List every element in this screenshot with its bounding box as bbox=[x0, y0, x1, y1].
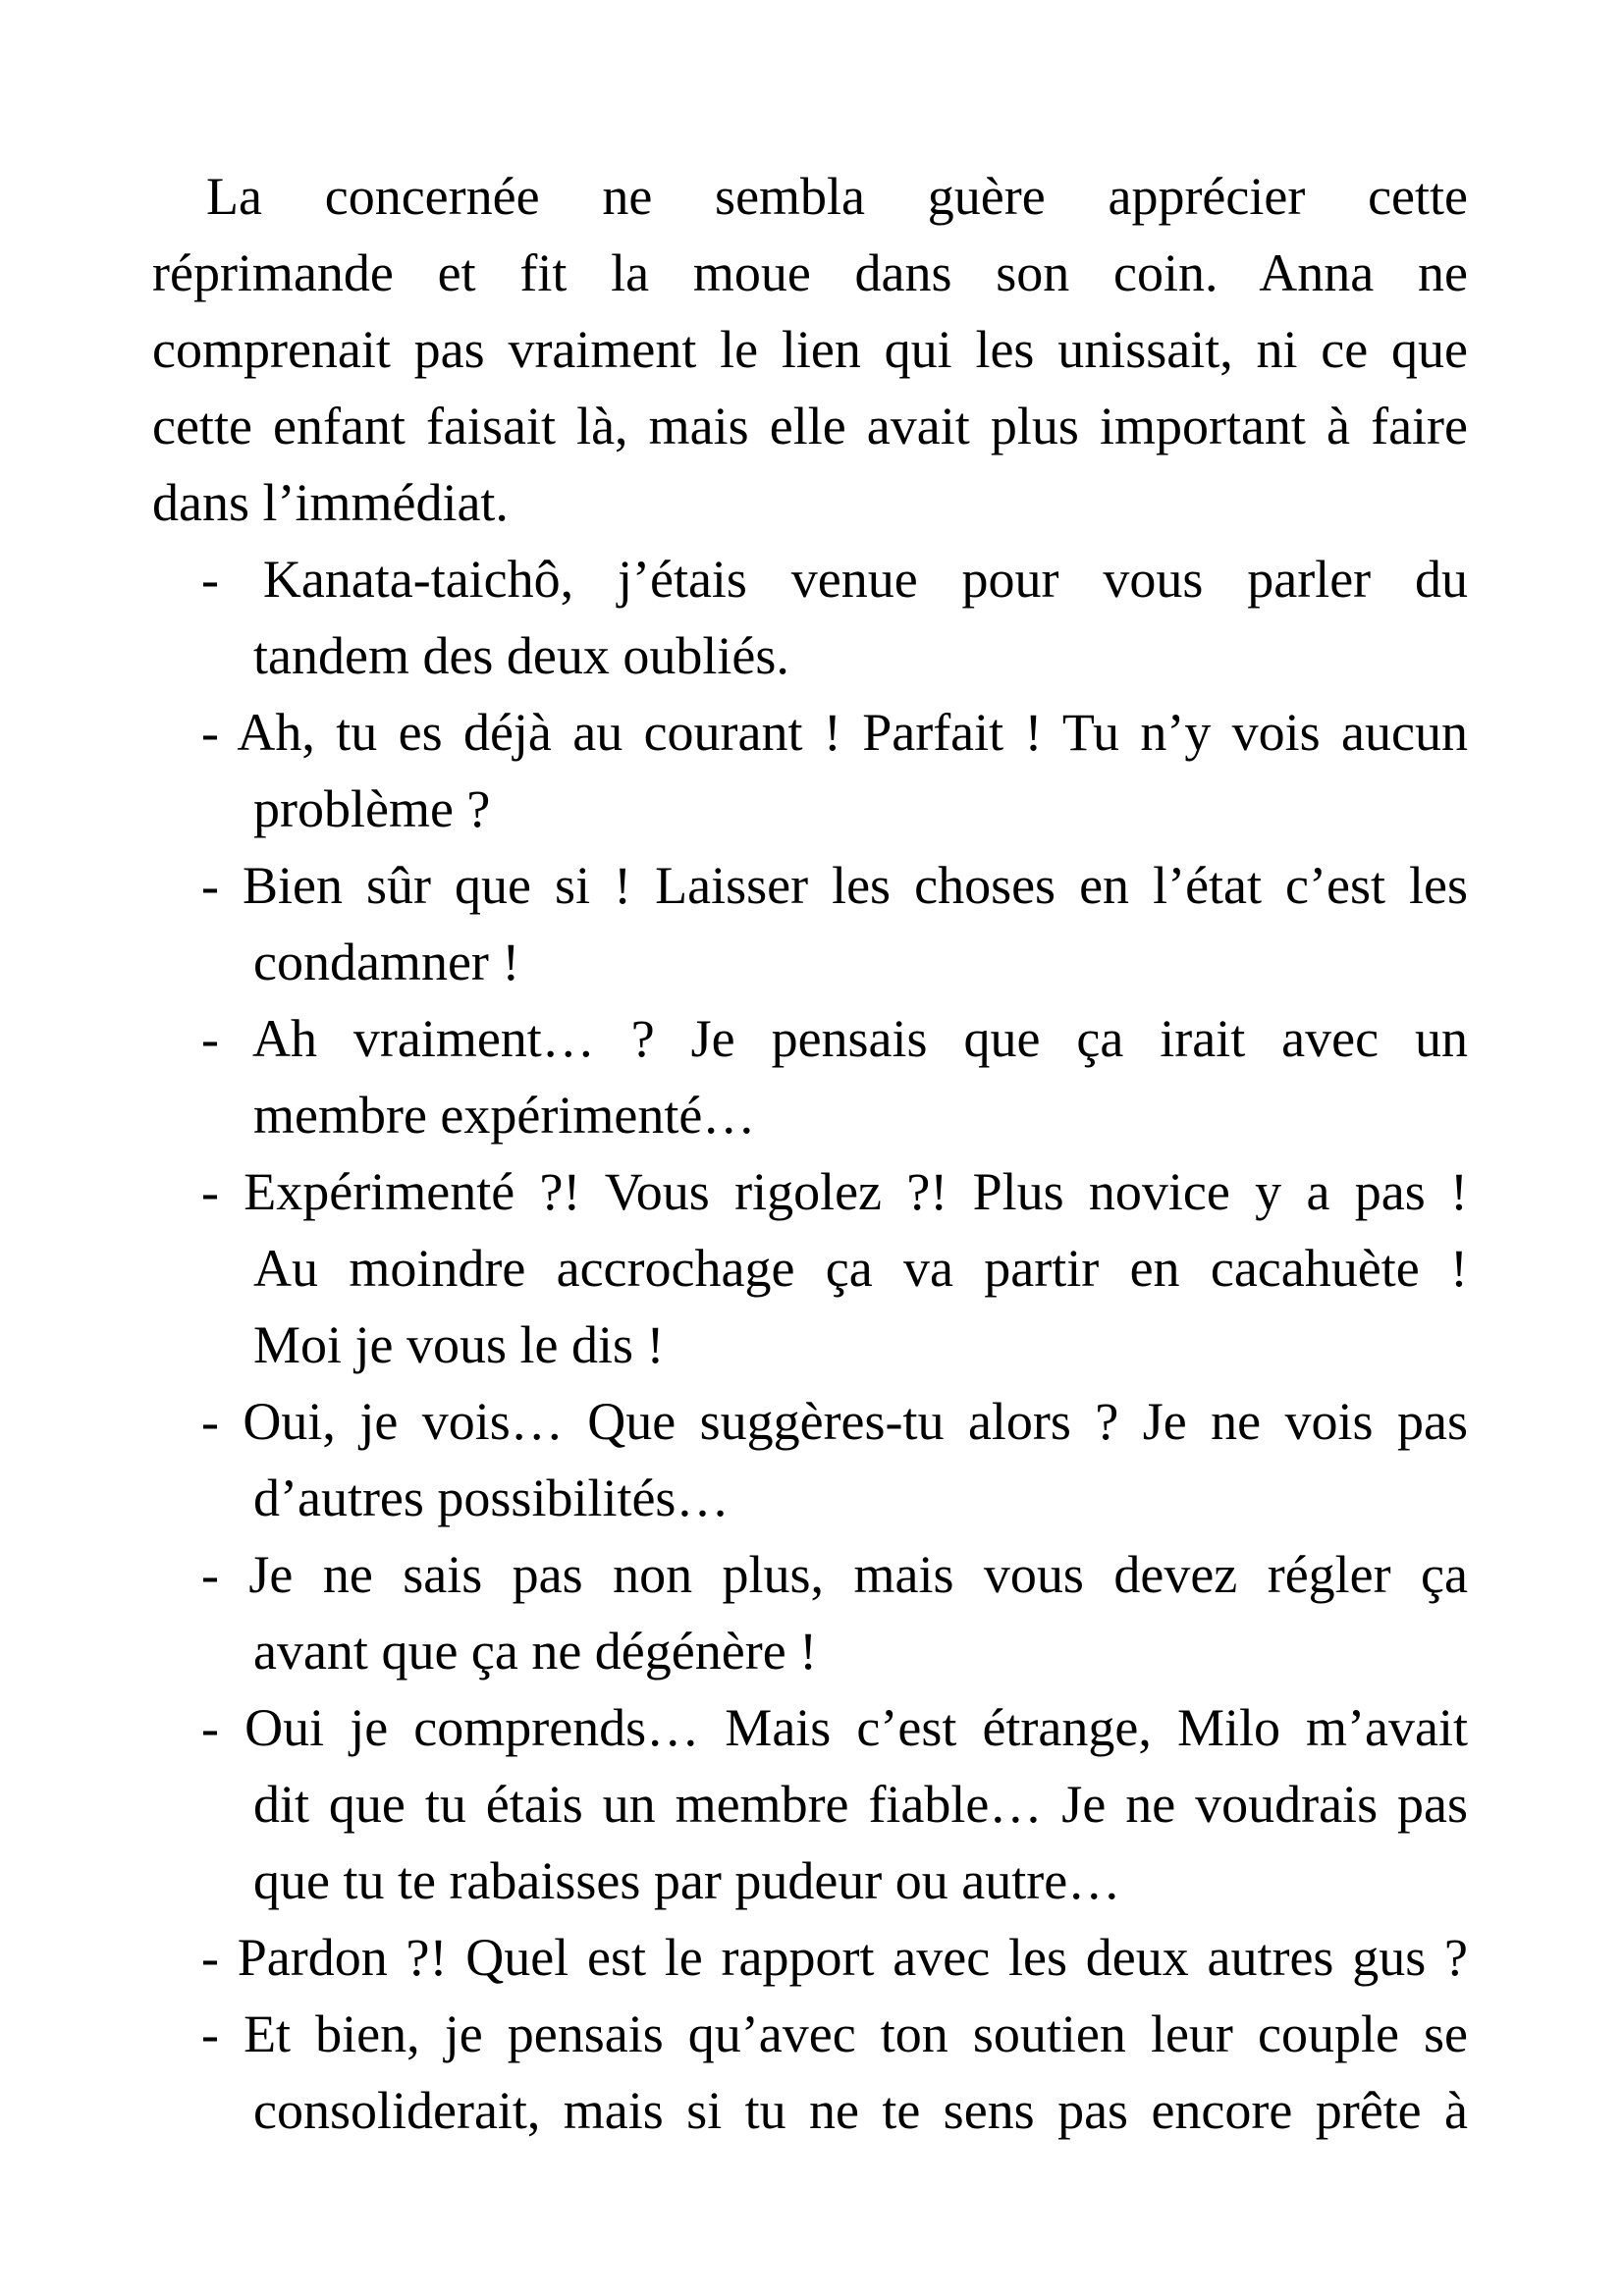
paragraph-line: cette enfant faisait là, mais elle avait plus important à faire bbox=[152, 397, 1468, 455]
dialogue-line-continuation: dit que tu étais un membre fiable… Je ne voudrais pas bbox=[253, 1775, 1468, 1834]
dialogue-line-start: - Et bien, je pensais qu’avec ton soutien leur couple se bbox=[201, 2004, 1468, 2063]
paragraph-line: La concernée ne sembla guère apprécier cette bbox=[206, 167, 1468, 226]
dialogue-line-continuation: d’autres possibilités… bbox=[253, 1468, 730, 1527]
dialogue-line-continuation: avant que ça ne dégénère ! bbox=[253, 1622, 818, 1681]
dialogue-line-continuation: que tu te rabaisses par pudeur ou autre… bbox=[253, 1851, 1121, 1910]
paragraph-line: dans l’immédiat. bbox=[152, 473, 509, 532]
dialogue-line-continuation: consoliderait, mais si tu ne te sens pas encore prête à bbox=[253, 2081, 1468, 2140]
dialogue-line-start: - Expérimenté ?! Vous rigolez ?! Plus novice y a pas ! bbox=[201, 1162, 1468, 1221]
dialogue-line-continuation: problème ? bbox=[253, 779, 491, 838]
dialogue-line-continuation: membre expérimenté… bbox=[253, 1086, 756, 1145]
dialogue-line-continuation: Moi je vous le dis ! bbox=[253, 1315, 665, 1374]
paragraph-line: réprimande et fit la moue dans son coin. Anna ne bbox=[152, 243, 1468, 302]
dialogue-line-start: - Oui je comprends… Mais c’est étrange, Milo m’avait bbox=[201, 1698, 1468, 1757]
paragraph-line: comprenait pas vraiment le lien qui les unissait, ni ce que bbox=[152, 320, 1468, 379]
dialogue-line-start: - Kanata-taichô, j’étais venue pour vous parler du bbox=[201, 550, 1468, 609]
dialogue-line-continuation: tandem des deux oubliés. bbox=[253, 626, 789, 685]
dialogue-line-start: - Oui, je vois… Que suggères-tu alors ? Je ne vois pas bbox=[201, 1392, 1468, 1451]
dialogue-line-start: - Bien sûr que si ! Laisser les choses en l’état c’est les bbox=[201, 856, 1468, 915]
dialogue-line-continuation: condamner ! bbox=[253, 933, 520, 991]
dialogue-line-start: - Pardon ?! Quel est le rapport avec les deux autres gus ? bbox=[201, 1928, 1468, 1987]
dialogue-line-start: - Je ne sais pas non plus, mais vous devez régler ça bbox=[201, 1545, 1468, 1604]
dialogue-line-start: - Ah, tu es déjà au courant ! Parfait ! Tu n’y vois aucun bbox=[201, 703, 1468, 762]
dialogue-line-continuation: Au moindre accrochage ça va partir en cacahuète ! bbox=[253, 1239, 1468, 1298]
page-text-block bbox=[152, 158, 1468, 2149]
dialogue-line-start: - Ah vraiment… ? Je pensais que ça irait avec un bbox=[201, 1009, 1468, 1068]
